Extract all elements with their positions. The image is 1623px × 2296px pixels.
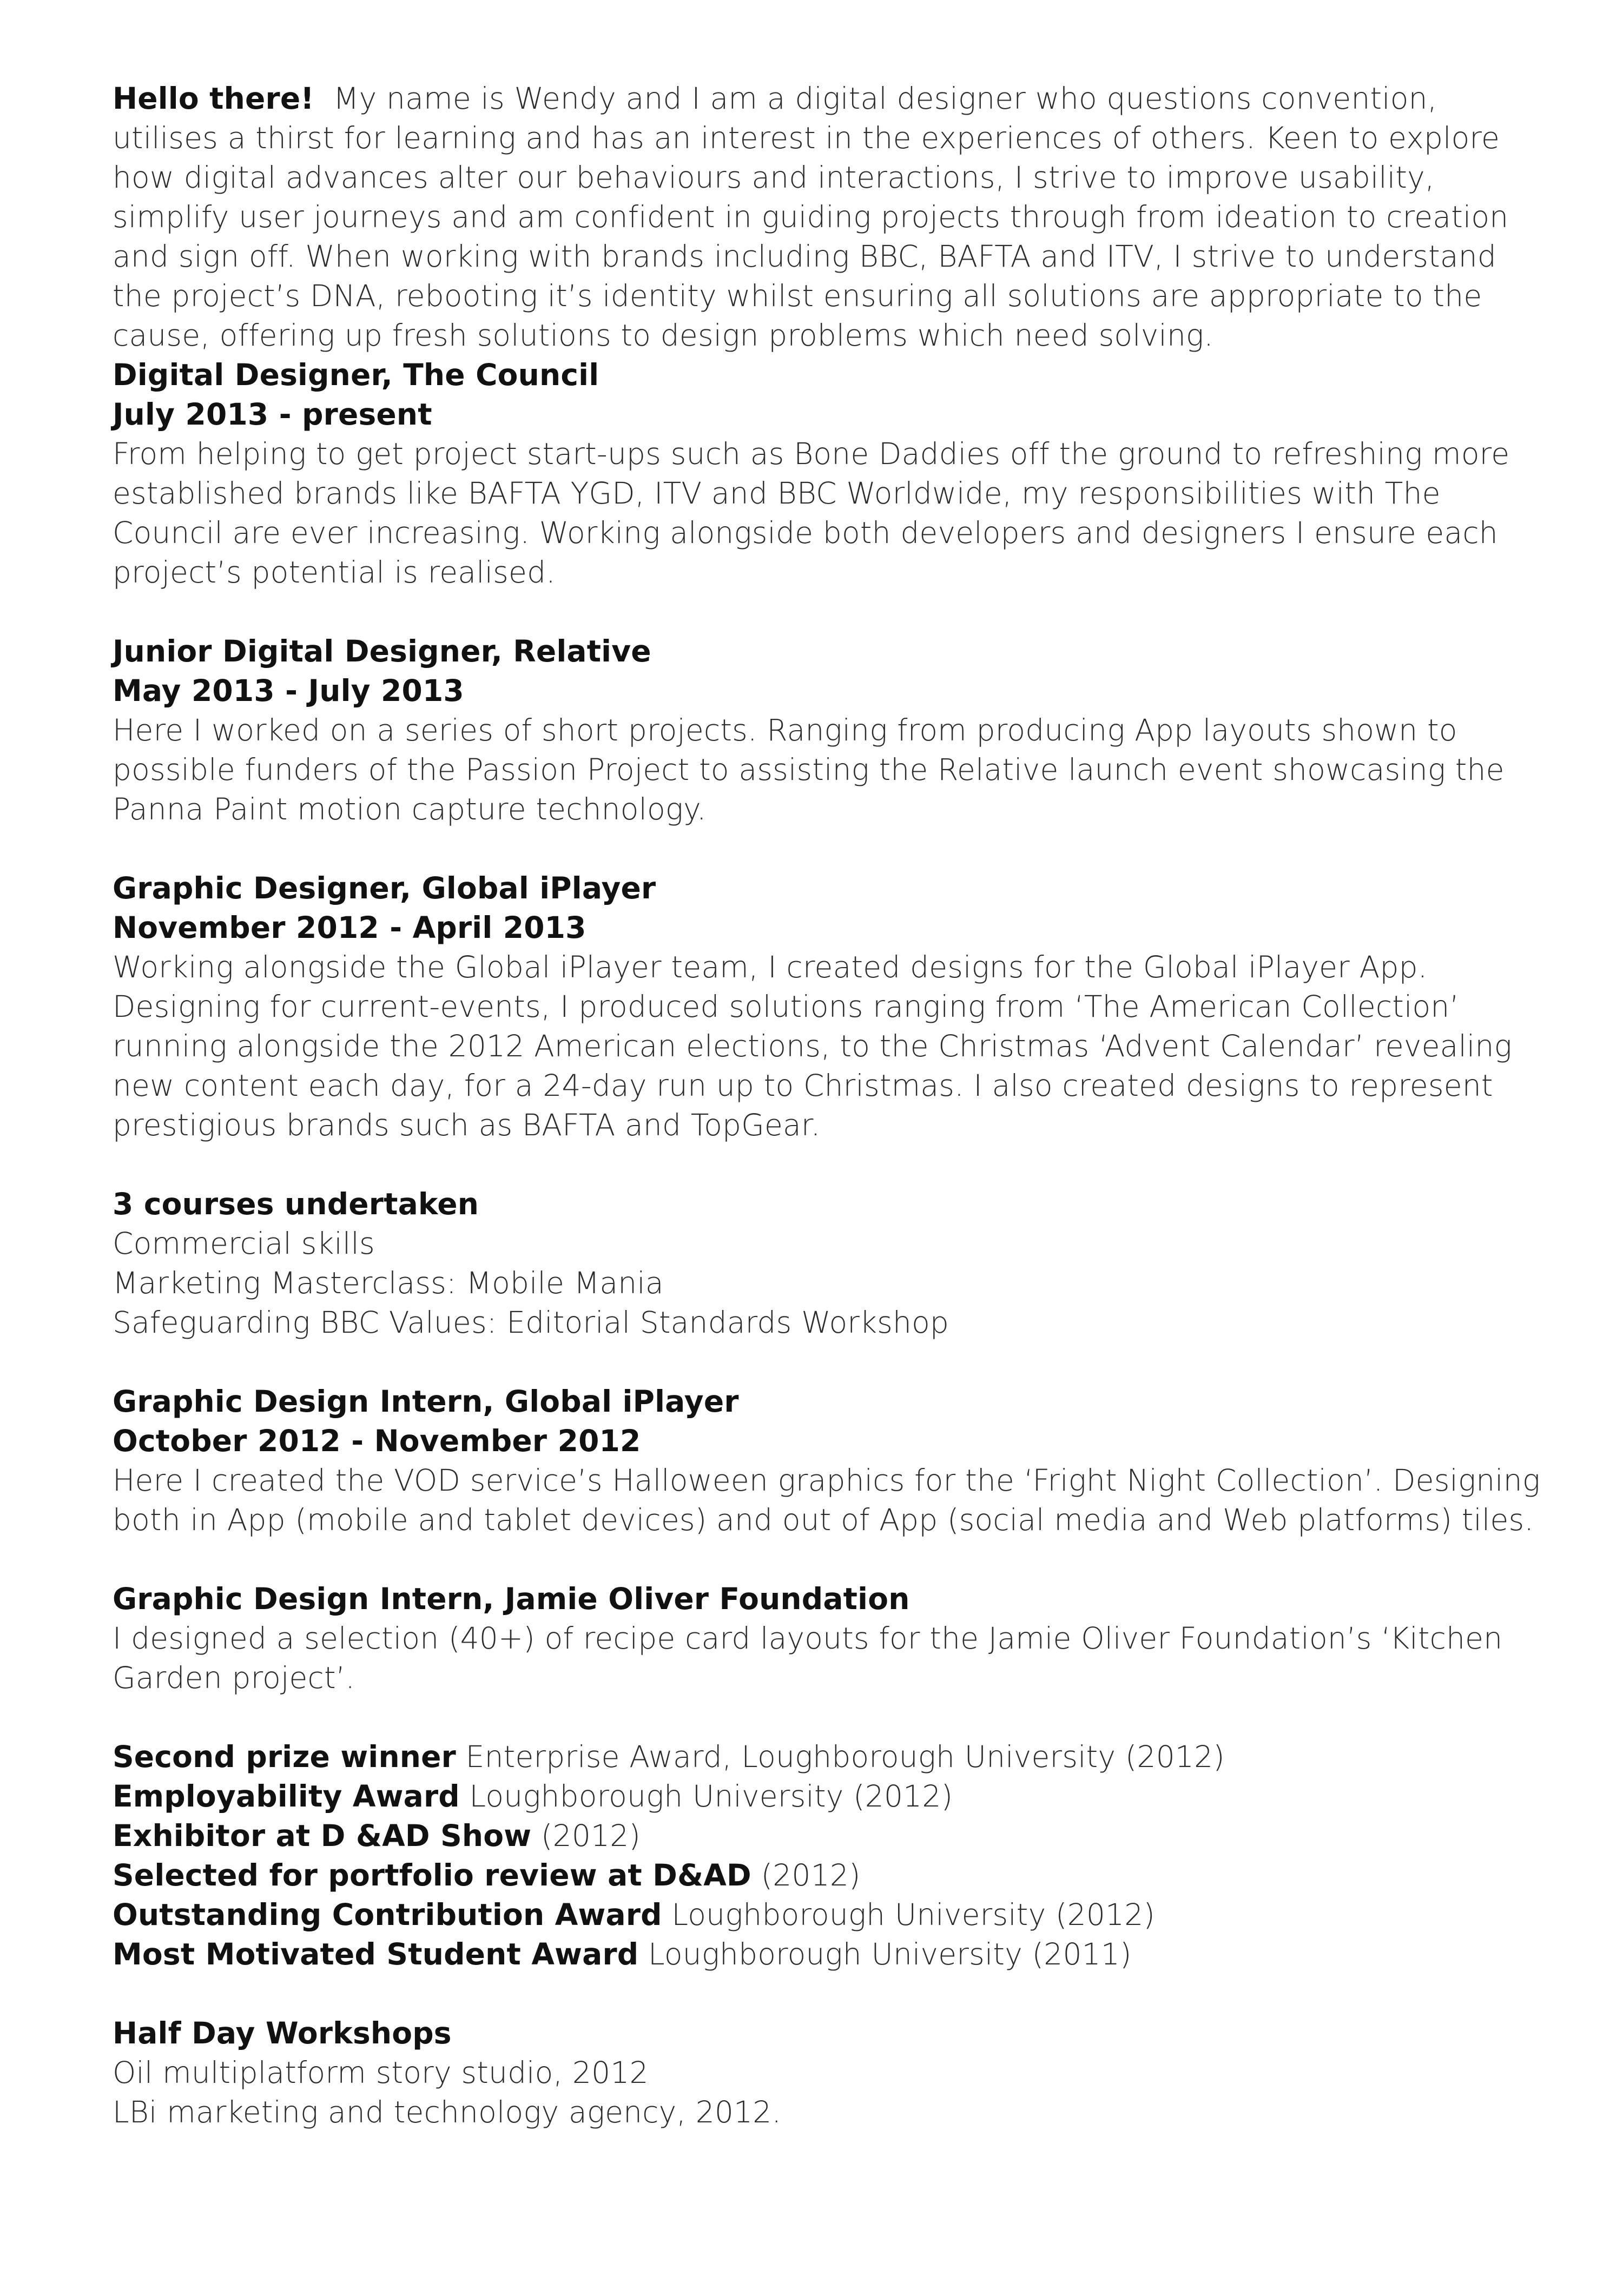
award-item	[113, 1856, 1546, 1895]
job-dates: May 2013 - July 2013	[113, 673, 464, 708]
award-name: Outstanding Contribution Award	[113, 1897, 662, 1932]
internship-entry	[113, 1579, 1546, 1698]
job-title: Digital Designer, The Council	[113, 358, 599, 392]
award-item	[113, 1895, 1546, 1935]
intro-text: My name is Wendy and I am a digital designer who questions convention, utilises a thirst for learning and has an interest in the experiences of others. Keen to explore how digital advances alter our behaviours and interactions, I strive to improve usability, simplify user journeys and am confident in guiding projects through from ideation to creation and sign off. When working with brands including BBC, BAFTA and ITV, I strive to understand the project’s DNA, rebooting it’s identity whilst ensuring all solutions are appropriate to the cause, offering up fresh solutions to design problems which need solving.	[113, 81, 1509, 353]
workshops-section	[113, 2014, 1546, 2132]
award-detail: (2012)	[761, 1858, 861, 1893]
award-item	[113, 1935, 1546, 1974]
award-detail: Loughborough University (2012)	[469, 1779, 953, 1814]
internship-description: I designed a selection (40+) of recipe card layouts for the Jamie Oliver Foundation’s ‘Kitchen Garden project’.	[113, 1621, 1503, 1695]
workshops-heading: Half Day Workshops	[113, 2016, 452, 2050]
award-name: Exhibitor at D &AD Show	[113, 1818, 532, 1853]
job-dates: November 2012 - April 2013	[113, 910, 586, 945]
awards-section	[113, 1737, 1546, 1974]
job-entry	[113, 869, 1546, 1145]
workshop-item: LBi marketing and technology agency, 2012.	[113, 2095, 782, 2129]
job-description: From helping to get project start-ups such as Bone Daddies off the ground to refreshing more established brands like BAFTA YGD, ITV and BBC Worldwide, my responsibilities with The Council are ever increasing. Working alongside both developers and designers I ensure each project’s potential is realised.	[113, 436, 1510, 590]
award-item	[113, 1777, 1546, 1816]
internship-dates: October 2012 - November 2012	[113, 1424, 641, 1458]
award-name: Second prize winner	[113, 1739, 456, 1774]
award-item	[113, 1816, 1546, 1856]
award-name: Most Motivated Student Award	[113, 1937, 639, 1971]
job-dates: July 2013 - present	[113, 397, 432, 432]
internship-title: Graphic Design Intern, Global iPlayer	[113, 1384, 739, 1419]
award-detail: (2012)	[540, 1818, 641, 1853]
job-entry	[113, 355, 1546, 592]
award-name: Selected for portfolio review at D&AD	[113, 1858, 751, 1893]
intro-greeting: Hello there!	[113, 81, 314, 116]
course-item: Marketing Masterclass: Mobile Mania	[113, 1266, 664, 1300]
workshop-item: Oil multiplatform story studio, 2012	[113, 2055, 649, 2090]
internship-description: Here I created the VOD service’s Halloween graphics for the ‘Fright Night Collection’. Designing both in App (mobile and tablet devices) and out of App (social media and Web platforms) tiles.	[113, 1463, 1541, 1537]
job-title: Junior Digital Designer, Relative	[113, 634, 651, 669]
job-entry	[113, 632, 1546, 829]
award-detail: Enterprise Award, Loughborough University (2012)	[465, 1739, 1225, 1774]
job-description: Here I worked on a series of short projects. Ranging from producing App layouts shown to possible funders of the Passion Project to assisting the Relative launch event showcasing the Panna Paint motion capture technology.	[113, 713, 1505, 826]
cv-document	[113, 79, 1546, 2132]
internship-entry	[113, 1382, 1546, 1540]
award-detail: Loughborough University (2012)	[671, 1897, 1156, 1932]
intro-paragraph	[113, 79, 1546, 355]
course-item: Commercial skills	[113, 1226, 375, 1261]
courses-section	[113, 1185, 1546, 1342]
job-description: Working alongside the Global iPlayer team, I created designs for the Global iPlayer App. Designing for current-events, I produced solutions ranging from ‘The American Collection’ running alongside the 2012 American elections, to the Christmas ‘Advent Calendar’ revealing new content each day, for a 24-day run up to Christmas. I also created designs to represent prestigious brands such as BAFTA and TopGear.	[113, 950, 1512, 1142]
courses-heading: 3 courses undertaken	[113, 1187, 479, 1221]
award-detail: Loughborough University (2011)	[648, 1937, 1132, 1971]
award-name: Employability Award	[113, 1779, 460, 1814]
internship-title: Graphic Design Intern, Jamie Oliver Foundation	[113, 1582, 910, 1616]
award-item	[113, 1737, 1546, 1777]
course-item: Safeguarding BBC Values: Editorial Standards Workshop	[113, 1305, 949, 1340]
job-title: Graphic Designer, Global iPlayer	[113, 871, 656, 905]
